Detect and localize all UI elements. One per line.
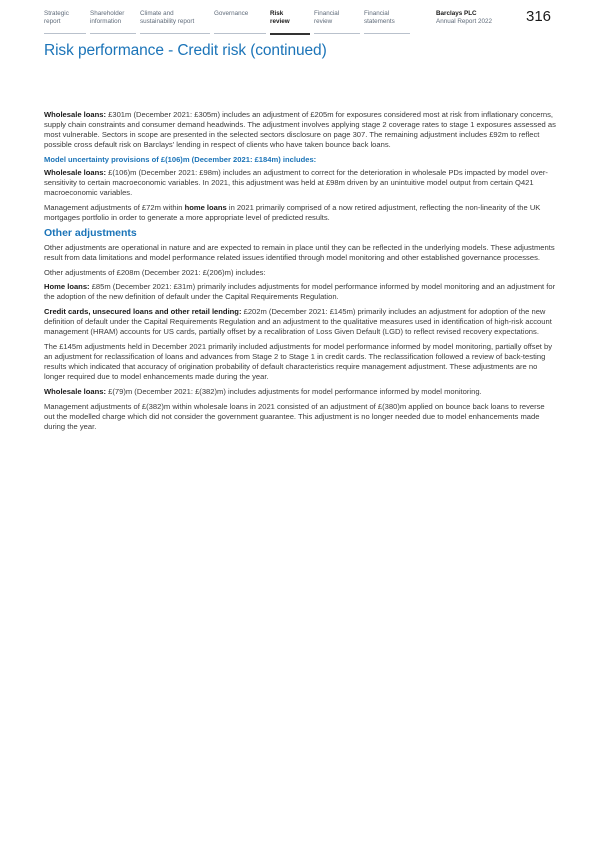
paragraph-wholesale-loans-model <box>44 168 557 198</box>
other-adjustments-heading: Other adjustments <box>44 227 137 240</box>
paragraph-text: £(79)m (December 2021: £(382)m) includes adjustments for model performance informed by model monitoring. <box>106 386 482 396</box>
paragraph-wholesale-loans-other <box>44 387 557 397</box>
nav-tab-governance[interactable]: Governance <box>214 10 249 17</box>
paragraph-text: £(106)m (December 2021: £98m) includes an adjustment to correct for the deterioration in wholesale PDs impacted by model over-sensitivity to certain macroeconomic variables. In 2021, this adjustment was held at £98m driven by an unintuitive model output from certain Q421 macroeconomic variables. <box>44 167 548 197</box>
paragraph-text: £301m (December 2021: £305m) includes an adjustment of £205m for exposures considered most at risk from inflationary concerns, supply chain constraints and consumer demand headwinds. The adjustment involves applying stage 2 coverage rates to stage 1 exposures assessed as most vulnerable. Sectors in scope are presented in the selected sectors disclosure on page 307. The remaining adjustment includes £92m to reflect possible cross default risk on Barclays' lending in respect of clients who have taken bounce back loans. <box>44 110 556 150</box>
label-wholesale-loans: Wholesale loans: <box>44 386 107 396</box>
nav-tab-strategic-report[interactable]: Strategic report <box>44 10 69 25</box>
nav-tab-financial-statements[interactable]: Financial statements <box>364 10 395 25</box>
nav-divider-active <box>270 33 310 35</box>
nav-tab-shareholder-information[interactable]: Shareholder information <box>90 10 125 25</box>
paragraph-other-total: Other adjustments of £208m (December 2021: £(206)m) includes: <box>44 267 266 277</box>
main-content <box>44 110 557 436</box>
paragraph-credit-cards <box>44 307 557 337</box>
paragraph-december-2021-adjustments: The £145m adjustments held in December 2021 primarily included adjustments for model performance informed by model monitoring, partially offset by an adjustment for reclassification of loans and advances from Stage 2 to Stage 1 in credit cards. The reclassification followed a review of back-testing results which indicated that accuracy of origination probability of default characteristics require management adjustment. These adjustments are no longer required due to model enhancements made during the year. <box>44 341 553 382</box>
paragraph-text: £202m (December 2021: £145m) primarily includes an adjustment for adoption of the new definition of default under the Capital Requirements Regulation and an adjustment to the qualitative measures used in identification of high-risk account management (HRAM) accounts for US cards, partially offset by a recalibration of Loss Given Default (LGD) to reflect revised recovery expectations. <box>44 307 552 337</box>
nav-divider <box>140 33 210 34</box>
paragraph-home-loans <box>44 282 557 302</box>
label-wholesale-loans: Wholesale loans: <box>44 167 107 177</box>
nav-divider <box>314 33 360 34</box>
brand-block <box>436 10 492 26</box>
paragraph-text: £85m (December 2021: £31m) primarily includes adjustments for model performance informed by model monitoring and an adjustment for the adoption of the new definition of default under the Capital Requirements Regulation. <box>44 282 556 302</box>
paragraph-text: Management adjustments of £72m within <box>44 202 185 212</box>
label-credit-cards: Credit cards, unsecured loans and other retail lending: <box>44 307 242 317</box>
report-name: Annual Report 2022 <box>436 18 493 25</box>
nav-divider <box>90 33 136 34</box>
label-home-loans: home loans <box>184 202 227 212</box>
label-home-loans: Home loans: <box>44 282 90 292</box>
nav-divider <box>364 33 410 34</box>
paragraph-home-loans-management <box>44 203 557 223</box>
model-uncertainty-heading: Model uncertainty provisions of £(106)m (December 2021: £184m) includes: <box>44 154 317 164</box>
nav-divider <box>214 33 266 34</box>
nav-tab-climate-sustainability-report[interactable]: Climate and sustainability report <box>140 10 195 25</box>
page-number: 316 <box>526 8 552 25</box>
company-name: Barclays PLC <box>436 10 477 17</box>
paragraph-bounce-back-loans: Management adjustments of £(382)m within wholesale loans in 2021 consisted of an adjustment of £(380)m applied on bounce back loans to reverse out the modelled charge which did not consider the government guarantee. This adjustment is no longer needed due to model enhancements made during the year. <box>44 401 545 431</box>
nav-tab-risk-review[interactable]: Risk review <box>270 10 290 25</box>
paragraph-text: in 2021 primarily comprised of a now retired adjustment, reflecting the non-linearity of the UK mortgages portfolio in order to generate a more appropriate level of predicted results. <box>44 202 541 222</box>
paragraph-wholesale-loans <box>44 110 557 150</box>
nav-divider <box>44 33 86 34</box>
page-title: Risk performance - Credit risk (continued) <box>44 42 327 59</box>
label-wholesale-loans: Wholesale loans: <box>44 110 107 119</box>
paragraph-other-intro: Other adjustments are operational in nature and are expected to remain in place until they can be reflected in the underlying models. These adjustments result from data limitations and model performance related issues identified through model monitoring and other established governance processes. <box>44 242 555 262</box>
nav-tab-financial-review[interactable]: Financial review <box>314 10 340 25</box>
